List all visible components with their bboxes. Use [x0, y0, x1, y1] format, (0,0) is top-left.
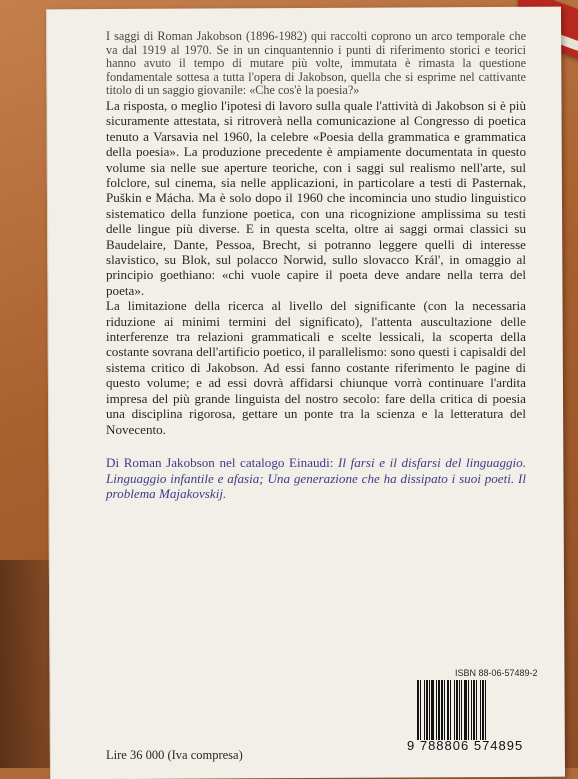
catalog-intro: Di Roman Jakobson nel catalogo Einaudi: — [106, 455, 334, 470]
catalog-title-1: Il farsi e il disfarsi del linguaggio. Linguaggio infantile e afasia; — [106, 455, 526, 486]
catalog-note — [106, 455, 526, 502]
catalog-title-2: Una generazione che ha dissipato i suoi poeti. Il problema Majakovskij. — [106, 470, 526, 502]
blurb-paragraph-3: La limitazione della ricerca al livello del significante (con la necessaria riduzione ai minimi termini del significato), l'attenta auscultazione delle interferenze tra relazioni grammaticali e scelte lessicali, la scoperta della costante sovrana dell'artificio poetico, il parallelismo: sono questi i capisaldi del sistema critico di Jakobson. Ad essi fanno costante riferimento le pagine di questo volume; e ad essi dovrà affidarsi chiunque vorrà continuare l'ardita impresa del più grande linguista del nostro secolo: fare della critica di poesia una disciplina rigorosa, gettare un ponte tra la scienza e la letteratura del Novecento. — [106, 298, 526, 437]
price-label: Lire 36 000 (Iva compresa) — [106, 748, 243, 762]
barcode-bar — [486, 680, 488, 740]
blurb-paragraph-2: La risposta, o meglio l'ipotesi di lavoro sulla quale l'attività di Jakobson si è più sicuramente attestata, si ritroverà nella comunicazione al Congresso di poetica tenuto a Varsavia nel 1960, la celebre «Poesia della grammatica e grammatica della poesia». La produzione precedente è ampiamente documentata in questo volume sia nelle sue aperture teoriche, con i saggi sul realismo nell'arte, sul folclore, sul cinema, sia nelle applicazioni, in particolare a testi di Pasternak, Puškin e Mácha. Ma è solo dopo il 1960 che incomincia uno studio linguistico sistematico della funzione poetica, con una ricognizione amplissima su testi delle lingue più diverse. E in questa scelta, oltre ai saggi ormai classici su Baudelaire, Dante, Pessoa, Brecht, si potranno leggere quelli di interesse slavistico, su Blok, sul polacco Norwid, sullo slovacco Král', in omaggio al principio goethiano: «chi vuole capire il poeta deve andare nella terra del poeta». — [106, 97, 526, 298]
blurb-paragraph-1: I saggi di Roman Jakobson (1896-1982) qui raccolti coprono un arco temporale che va dal 1919 al 1970. Se in un cinquantennio i punti di riferimento storici e teorici hanno avuto il tempo di mutare più volte, immutata è rimasta la questione fondamentale sottesa a tutta l'opera di Jakobson, quella che si esprime nel cattivante titolo di un saggio giovanile: «Che cos'è la poesia?» — [106, 29, 526, 98]
barcode-digits: 9 788806 574895 — [407, 738, 524, 753]
blurb-text — [106, 30, 526, 437]
barcode-icon — [417, 680, 545, 740]
isbn-label: ISBN 88-06-57489-2 — [455, 668, 538, 678]
